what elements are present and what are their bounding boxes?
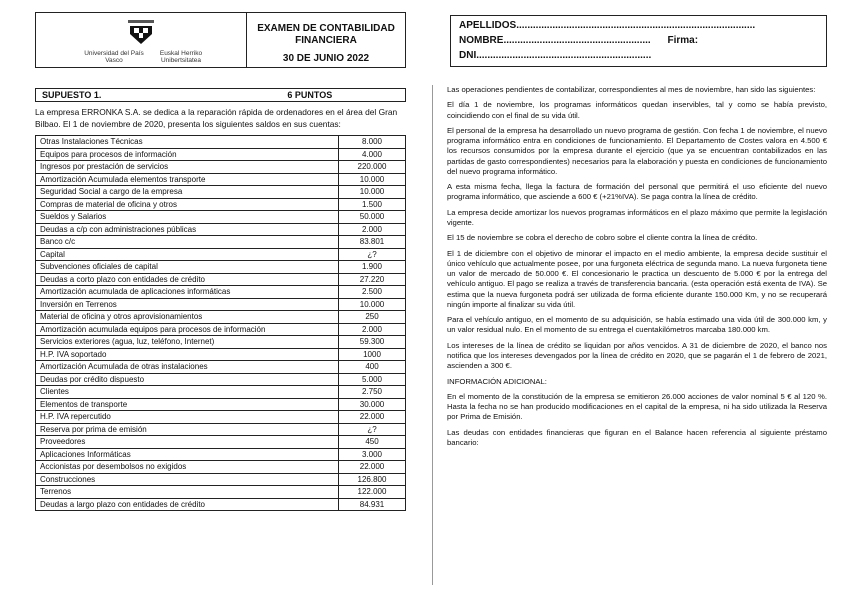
account-name: Amortización Acumulada de otras instalaciones [36, 361, 339, 374]
dni-field: DNI............................................................... [459, 50, 652, 61]
account-name: Amortización acumulada de aplicaciones informáticas [36, 286, 339, 299]
account-name: Banco c/c [36, 236, 339, 249]
account-row [36, 136, 406, 149]
accounts-table [35, 135, 406, 511]
account-row [36, 348, 406, 361]
account-value: 2.500 [339, 286, 406, 299]
account-name: Clientes [36, 386, 339, 399]
operation-paragraph: El personal de la empresa ha desarrollado un nuevo programa de gestión. Con fecha 1 de noviembre, el nuevo programa informático entra en condiciones de funcionamiento. El Departamento de Costes valora en 4.500 € los recursos consumidos por la empresa durante el ejercicio (que ya se encuentran contabilizados en las partidas de gasto correspondientes) necesarios para la elaboración y puesta en condiciones de funcionamiento del nuevo programa informático. [447, 125, 827, 176]
account-name: Amortización acumulada equipos para procesos de información [36, 323, 339, 336]
account-row [36, 298, 406, 311]
account-name: Deudas a corto plazo con entidades de crédito [36, 273, 339, 286]
account-row [36, 398, 406, 411]
account-row [36, 161, 406, 174]
account-value: 1.900 [339, 261, 406, 274]
account-value: 22.000 [339, 461, 406, 474]
operation-paragraph: Los intereses de la línea de crédito se liquidan por años vencidos. A 31 de diciembre de 2020, el banco nos notifica que los intereses devengados por la línea de crédito en 2020, que se pagarán el 1 de febrero de 2021, ascienden a 300 €. [447, 340, 827, 371]
account-name: H.P. IVA soportado [36, 348, 339, 361]
account-row [36, 248, 406, 261]
account-name: Aplicaciones Informáticas [36, 448, 339, 461]
account-row [36, 336, 406, 349]
account-name: Compras de material de oficina y otros [36, 198, 339, 211]
account-value: 10.000 [339, 173, 406, 186]
student-id-box [450, 15, 827, 67]
account-value: 3.000 [339, 448, 406, 461]
account-value: 30.000 [339, 398, 406, 411]
account-value: 250 [339, 311, 406, 324]
account-value: 10.000 [339, 186, 406, 199]
case-title: SUPUESTO 1. [42, 90, 102, 100]
account-name: Terrenos [36, 486, 339, 499]
operation-paragraph: Para el vehículo antiguo, en el momento de su adquisición, se había estimado una vida útil de 300.000 km, y un valor residual nulo. En el momento de su entrega el cuentakilómetros marcaba 180.000 km. [447, 315, 827, 335]
case-points: 6 PUNTOS [287, 90, 333, 100]
account-name: Inversión en Terrenos [36, 298, 339, 311]
account-value: 84.931 [339, 498, 406, 511]
account-value: 83.801 [339, 236, 406, 249]
account-name: H.P. IVA repercutido [36, 411, 339, 424]
account-row [36, 436, 406, 449]
account-value: 22.000 [339, 411, 406, 424]
account-name: Equipos para procesos de información [36, 148, 339, 161]
account-row [36, 486, 406, 499]
account-value: 8.000 [339, 136, 406, 149]
column-divider [432, 85, 433, 585]
account-value: 2.000 [339, 223, 406, 236]
account-row [36, 411, 406, 424]
exam-title-block [247, 13, 405, 67]
account-value: 450 [339, 436, 406, 449]
account-row [36, 473, 406, 486]
account-row [36, 373, 406, 386]
account-value: ¿? [339, 248, 406, 261]
operation-paragraph: El día 1 de noviembre, los programas informáticos quedan inservibles, tal y como se había previsto, coincidiendo con el final de su vida útil. [447, 100, 827, 120]
case-title-bar [35, 88, 406, 102]
account-name: Reserva por prima de emisión [36, 423, 339, 436]
operation-paragraph: Las deudas con entidades financieras que figuran en el Balance hacen referencia al siguiente préstamo bancario: [447, 427, 827, 447]
account-name: Deudas a c/p con administraciones públicas [36, 223, 339, 236]
account-name: Elementos de transporte [36, 398, 339, 411]
account-name: Subvenciones oficiales de capital [36, 261, 339, 274]
operation-paragraph: A esta misma fecha, llega la factura de formación del personal que permitirá el uso eficiente del nuevo programa informático, que asciende a 600 € (+21%IVA). Se paga contra la línea de crédito. [447, 182, 827, 202]
operation-paragraph: El 1 de diciembre con el objetivo de minorar el impacto en el medio ambiente, la empresa decide sustituir el único vehículo que actualmente posee, por una furgoneta eléctrica de segunda mano. La nueva furgoneta tiene un valor de mercado de 50.000 €. El concesionario le practica un descuento de 5.000 € por la entrega del vehículo antiguo. El pago se realiza a través de transferencia bancaria. (esta operación está exenta de IVA). Se estima que la nueva furgoneta podrá ser utilizada de forma eficiente durante 150.000 Km, y no se recuperará ningún importe al finalizar su vida útil. [447, 248, 827, 309]
case-intro: La empresa ERRONKA S.A. se dedica a la reparación rápida de ordenadores en el área del Gran Bilbao. El 1 de noviembre de 2020, presenta los siguientes saldos en sus cuentas: [35, 107, 398, 129]
operations-text [447, 85, 827, 453]
account-row [36, 423, 406, 436]
account-value: 2.750 [339, 386, 406, 399]
account-value: 27.220 [339, 273, 406, 286]
account-row [36, 273, 406, 286]
exam-date: 30 DE JUNIO 2022 [282, 53, 370, 64]
account-row [36, 186, 406, 199]
account-row [36, 498, 406, 511]
account-name: Amortización Acumulada elementos transporte [36, 173, 339, 186]
account-row [36, 286, 406, 299]
account-name: Proveedores [36, 436, 339, 449]
account-row [36, 148, 406, 161]
surname-field: APELLIDOS...................................................................................... [459, 20, 756, 31]
exam-title: EXAMEN DE CONTABILIDAD FINANCIERA [257, 23, 395, 46]
account-row [36, 323, 406, 336]
account-row [36, 361, 406, 374]
operation-paragraph: La empresa decide amortizar los nuevos programas informáticos en el plazo máximo que permite la legislación vigente. [447, 207, 827, 227]
account-row [36, 461, 406, 474]
account-name: Deudas a largo plazo con entidades de crédito [36, 498, 339, 511]
account-name: Material de oficina y otros aprovisionamientos [36, 311, 339, 324]
account-value: 1000 [339, 348, 406, 361]
account-name: Seguridad Social a cargo de la empresa [36, 186, 339, 199]
additional-info-heading: INFORMACIÓN ADICIONAL: [447, 376, 547, 386]
university-logo-icon [120, 18, 162, 46]
account-row [36, 173, 406, 186]
account-value: 59.300 [339, 336, 406, 349]
account-value: 122.000 [339, 486, 406, 499]
account-value: 4.000 [339, 148, 406, 161]
name-field: NOMBRE..................................................... [459, 35, 651, 46]
operation-paragraph: Las operaciones pendientes de contabilizar, correspondientes al mes de noviembre, han sido las siguientes: [447, 85, 816, 94]
account-name: Servicios exteriores (agua, luz, teléfono, Internet) [36, 336, 339, 349]
signature-label: Firma: [667, 35, 699, 46]
university-name-es: Universidad del País Vasco [84, 50, 144, 64]
exam-header [35, 12, 406, 68]
account-name: Otras Instalaciones Técnicas [36, 136, 339, 149]
account-value: 1.500 [339, 198, 406, 211]
account-value: 220.000 [339, 161, 406, 174]
account-row [36, 223, 406, 236]
account-row [36, 211, 406, 224]
account-value: 5.000 [339, 373, 406, 386]
account-value: ¿? [339, 423, 406, 436]
university-name-eu: Euskal Herriko Unibertsitatea [159, 50, 203, 64]
account-value: 2.000 [339, 323, 406, 336]
account-row [36, 261, 406, 274]
operation-paragraph: En el momento de la constitución de la empresa se emitieron 26.000 acciones de valor nominal 5 € al 120 %. Hasta la fecha no se han producido modificaciones en el capital de la empresa, ni ha sido utilizada la Reserva por Prima de Emisión. [447, 391, 827, 422]
account-row [36, 448, 406, 461]
account-name: Accionistas por desembolsos no exigidos [36, 461, 339, 474]
account-row [36, 386, 406, 399]
account-value: 126.800 [339, 473, 406, 486]
accounts-table-body [36, 136, 406, 511]
account-name: Sueldos y Salarios [36, 211, 339, 224]
account-name: Ingresos por prestación de servicios [36, 161, 339, 174]
operation-paragraph: El 15 de noviembre se cobra el derecho de cobro sobre el cliente contra la línea de crédito. [447, 233, 758, 243]
account-name: Capital [36, 248, 339, 261]
account-value: 50.000 [339, 211, 406, 224]
account-name: Deudas por crédito dispuesto [36, 373, 339, 386]
account-name: Construcciones [36, 473, 339, 486]
account-value: 400 [339, 361, 406, 374]
name-signature-row [459, 35, 818, 50]
account-row [36, 198, 406, 211]
university-logo-area [36, 13, 247, 67]
account-value: 10.000 [339, 298, 406, 311]
account-row [36, 236, 406, 249]
account-row [36, 311, 406, 324]
